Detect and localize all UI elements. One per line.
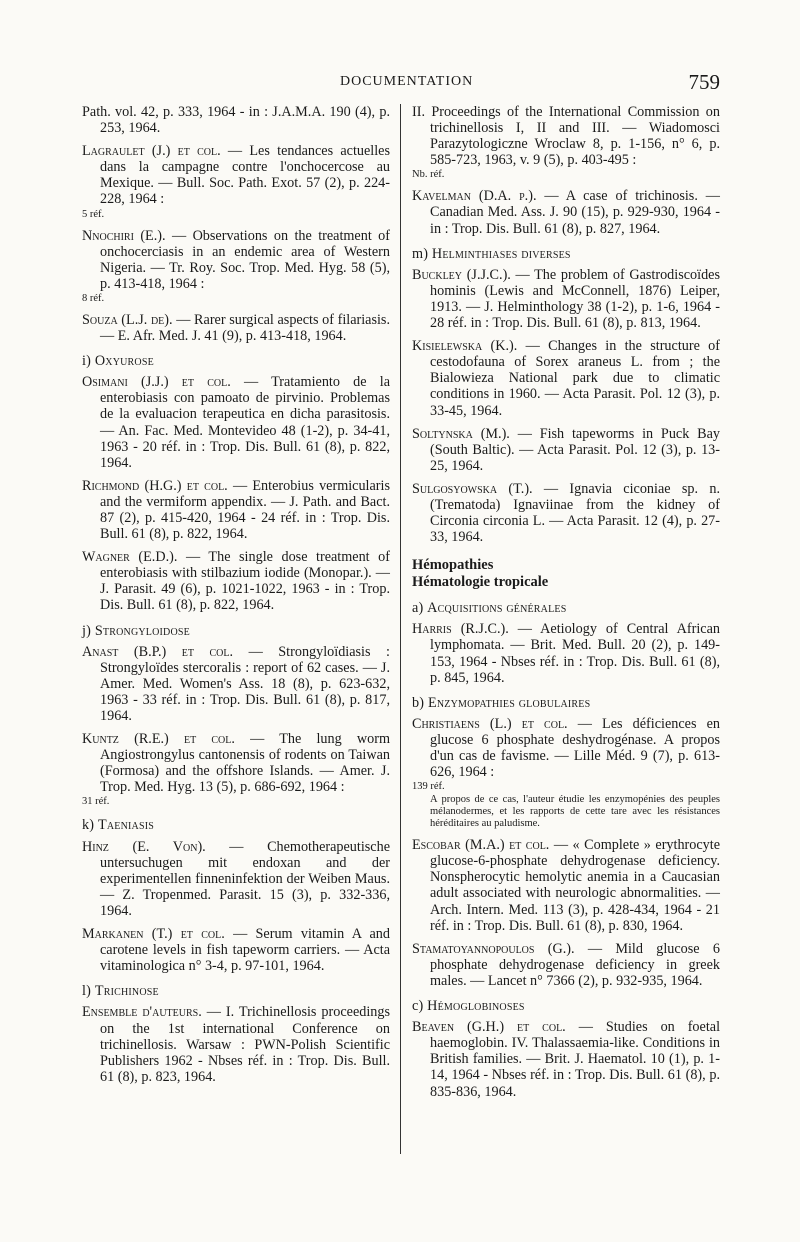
reference-text: — Studies on foetal haemoglobin. IV. Thalassaemia-like. Conditions in British families. — Brit. J. Haematol. 10 (1), p. 1-14, 1964 - Nbses réf. in : Trop. Dis. Bull. 61 (8), p. 835-836, 1964. [430, 1019, 721, 1100]
reference-author: Lagraulet (J.) et col. [82, 143, 221, 160]
reference-count: 5 réf. [82, 208, 105, 220]
page-header [90, 72, 720, 96]
reference-author: Nnochiri (E.). [82, 227, 166, 244]
reference-entry [82, 731, 390, 808]
reference-text: — A case of trichinosis. — Canadian Med. Ass. J. 90 (15), p. 929-930, 1964 - in : Trop. Dis. Bull. 61 (8), p. 827, 1964. [430, 188, 720, 237]
reference-entry [412, 188, 720, 236]
reference-count: 8 réf. [82, 292, 105, 304]
reference-text: — Ignavia ciconiae sp. n. (Trematoda) Ignaviinae from the kidney of Circonia circonia L. — Acta Parasit. 12 (4), p. 27-33, 1964. [430, 480, 720, 546]
section-name: Hémoglobinoses [427, 998, 525, 1015]
reference-author: Kavelman (D.A. p.). [412, 188, 537, 205]
reference-entry [82, 312, 390, 344]
reference-author: Souza (L.J. de). [82, 311, 173, 328]
reference-count: Nb. réf. [412, 169, 445, 181]
reference-author: Soltynska (M.). [412, 425, 510, 442]
reference-entry [412, 426, 720, 474]
section-name: Taeniasis [97, 817, 154, 834]
reference-entry [82, 104, 390, 136]
section-letter: a) [412, 600, 424, 617]
reference-text: — Les tendances actuelles dans la campagne contre l'onchocercose au Mexique. — Bull. Soc. Path. Exot. 57 (2), p. 224-228, 1964 : [100, 143, 390, 208]
reference-entry [412, 621, 720, 685]
reference-text: — The problem of Gastrodiscoïdes hominis (Lewis and McConnell, 1876) Leiper, 1913. — J. Helminthology 38 (1-2), p. 1-6, 1964 - 28 réf. in : Trop. Dis. Bull. 61 (8), p. 813, 1964. [430, 266, 720, 332]
section-name: Enzymopathies globulaires [427, 694, 591, 711]
page-number: 759 [688, 70, 720, 94]
reference-count: 139 réf. [412, 781, 445, 793]
running-title: DOCUMENTATION [340, 74, 474, 89]
reference-text: — Tratamiento de la enterobiasis con pamoato de pirvinio. Problemas de la evaluacion terapeutica en dicha parasitosis. — An. Fac. Med. Montevideo 48 (1-2), p. 34-41, 1963 - 20 réf. in : Trop. Dis. Bull. 61 (8), p. 822, 1964. [100, 374, 390, 471]
reference-entry [82, 1004, 390, 1084]
reference-author: Wagner (E.D.). [82, 549, 178, 566]
reference-author: Christiaens (L.) et col. [412, 715, 568, 732]
reference-entry [82, 143, 390, 220]
left-column [82, 104, 390, 1092]
reference-author: Sulgosyowska (T.). [412, 480, 533, 497]
section-heading [82, 983, 390, 999]
section-heading [412, 600, 720, 616]
reference-text: — The lung worm Angiostrongylus cantonensis of rodents on Taiwan (Formosa) and the offshore Islands. — Amer. J. Trop. Med. Hyg. 13 (5), p. 686-692, 1964 : [100, 731, 391, 796]
reference-text: — Enterobius vermicularis and the vermiform appendix. — J. Path. and Bact. 87 (2), p. 415-420, 1964 - 24 réf. in : Trop. Dis. Bull. 61 (8), p. 822, 1964. [100, 477, 390, 543]
section-heading [82, 623, 390, 639]
reference-author: Kuntz (R.E.) et col. [82, 731, 235, 748]
reference-author: Beaven (G.H.) et col. [412, 1019, 566, 1036]
reference-author: Osimani (J.J.) et col. [82, 374, 231, 391]
section-letter: i) [82, 353, 92, 370]
section-letter: b) [412, 694, 425, 711]
reference-text: — Strongyloïdiasis : Strongyloïdes stercoralis : report of 62 cases. — J. Amer. Med. Women's Ass. 18 (8), p. 623-632, 1963 - 33 réf. in : Trop. Dis. Bull. 61 (8), p. 817, 1964. [100, 643, 390, 724]
section-letter: c) [412, 998, 424, 1015]
column-divider [400, 104, 401, 1154]
reference-author: Anast (B.P.) et col. [82, 643, 234, 660]
major-heading [412, 557, 720, 591]
reference-author: Escobar (M.A.) et col. [412, 837, 550, 854]
reference-text: — Fish tapeworms in Puck Bay (South Baltic). — Acta Parasit. Pol. 12 (3), p. 13-25, 1964. [430, 425, 720, 474]
major-heading-line: Hémopathies [412, 557, 494, 574]
reference-entry [412, 837, 720, 934]
reference-author: Buckley (J.J.C.). [412, 266, 511, 283]
reference-entry [82, 644, 390, 724]
reference-entry [412, 338, 720, 418]
section-name: Trichinose [94, 983, 159, 1000]
reference-text: — Serum vitamin A and carotene levels in fish tapeworm carriers. — Acta vitaminologica n° 3-4, p. 97-101, 1964. [100, 926, 390, 975]
reference-text: — I. Trichinellosis proceedings on the 1st international Conference on trichinellosis. Warsaw : PWN-Polish Scientific Publishers 1962 - Nbses réf. in : Trop. Dis. Bull. 61 (8), p. 823, 1964. [100, 1004, 390, 1085]
reference-text: — « Complete » erythrocyte glucose-6-phosphate dehydrogenase deficiency. Nonspherocytic hemolytic anemia in a Caucasian adult associated with neurologic abnormalities. — Arch. Intern. Med. 113 (3), p. 428-434, 1964 - 21 réf. in : Trop. Dis. Bull. 61 (8), p. 830, 1964. [430, 837, 720, 934]
reference-entry [82, 926, 390, 974]
reference-text: — Les déficiences en glucose 6 phosphate deshydrogénase. A propos d'un cas de favisme. — Lille Méd. 9 (7), p. 613-626, 1964 : [430, 715, 720, 781]
section-letter: j) [82, 622, 92, 639]
reference-entry [82, 839, 390, 919]
reference-entry [82, 228, 390, 305]
section-heading [412, 998, 720, 1014]
reference-entry [412, 1019, 720, 1099]
reference-text: — Rarer surgical aspects of filariasis. — E. Afr. Med. J. 41 (9), p. 413-418, 1964. [100, 311, 390, 345]
reference-entry [82, 549, 390, 613]
section-letter: k) [82, 817, 95, 834]
section-name: Helminthiases diverses [431, 245, 571, 262]
reference-annotation: A propos de ce cas, l'auteur étudie les enzymopénies des peuples mélanodermes, et les rapports de cette tare avec les résistances héréditaires au paludisme. [430, 794, 720, 830]
section-name: Strongyloidose [94, 622, 190, 639]
reference-text: Path. vol. 42, p. 333, 1964 - in : J.A.M.A. 190 (4), p. 253, 1964. [82, 104, 390, 137]
reference-entry [412, 104, 720, 181]
reference-entry [412, 941, 720, 989]
reference-count: 31 réf. [82, 796, 110, 808]
reference-text: II. Proceedings of the International Commission on trichinellosis I, II and III. — Wiadomosci Parazytologiczne Wroclaw 8, p. 1-156, n° 6, p. 585-723, 1963, v. 9 (5), p. 403-495 : [412, 104, 720, 169]
reference-entry [412, 481, 720, 545]
major-heading-line: Hématologie tropicale [412, 574, 549, 591]
reference-text: — Observations on the treatment of onchocerciasis in an endemic area of Western Nigeria. — Tr. Roy. Soc. Trop. Med. Hyg. 58 (5), p. 413-418, 1964 : [100, 227, 390, 292]
right-column [412, 104, 720, 1107]
reference-author: Ensemble d'auteurs. [82, 1004, 202, 1021]
section-name: Oxyurose [94, 353, 154, 370]
reference-entry [82, 374, 390, 471]
reference-entry [82, 478, 390, 542]
section-letter: m) [412, 245, 429, 262]
reference-author: Richmond (H.G.) et col. [82, 477, 228, 494]
reference-entry [412, 716, 720, 830]
section-heading [412, 695, 720, 711]
reference-text: — Aetiology of Central African lymphomata. — Brit. Med. Bull. 20 (2), p. 149-153, 1964 - Nbses réf. in : Trop. Dis. Bull. 61 (8), p. 845, 1964. [430, 621, 720, 686]
section-heading [412, 246, 720, 262]
section-name: Acquisitions générales [427, 600, 567, 617]
reference-author: Stamatoyannopoulos (G.). [412, 940, 575, 957]
reference-text: — Chemotherapeutische untersuchugen mit endoxan and der experimentellen finneninfektion der Weiben Maus. — Z. Tropenmed. Parasit. 15 (3), p. 332-336, 1964. [100, 838, 390, 919]
reference-author: Kisielewska (K.). [412, 338, 518, 355]
reference-text: — The single dose treatment of enterobiasis with stilbazium iodide (Monopar.). — J. Parasit. 49 (6), p. 1021-1022, 1963 - in : Trop. Dis. Bull. 61 (8), p. 822, 1964. [100, 549, 390, 614]
reference-author: Markanen (T.) et col. [82, 926, 225, 943]
reference-entry [412, 267, 720, 331]
reference-text: — Mild glucose 6 phosphate dehydrogenase deficiency in greek males. — Lancet n° 7366 (2), p. 932-935, 1964. [430, 940, 720, 989]
section-letter: l) [82, 983, 92, 1000]
reference-text: — Changes in the structure of cestodofauna of Sorex araneus L. from ; the Bialowieza National park due to climatic conditions in 1960. — Acta Parasit. Pol. 12 (3), p. 33-45, 1964. [430, 338, 720, 419]
reference-author: Harris (R.J.C.). [412, 621, 509, 638]
section-heading [82, 817, 390, 833]
section-heading [82, 353, 390, 369]
reference-author: Hinz (E. Von). [82, 838, 206, 855]
